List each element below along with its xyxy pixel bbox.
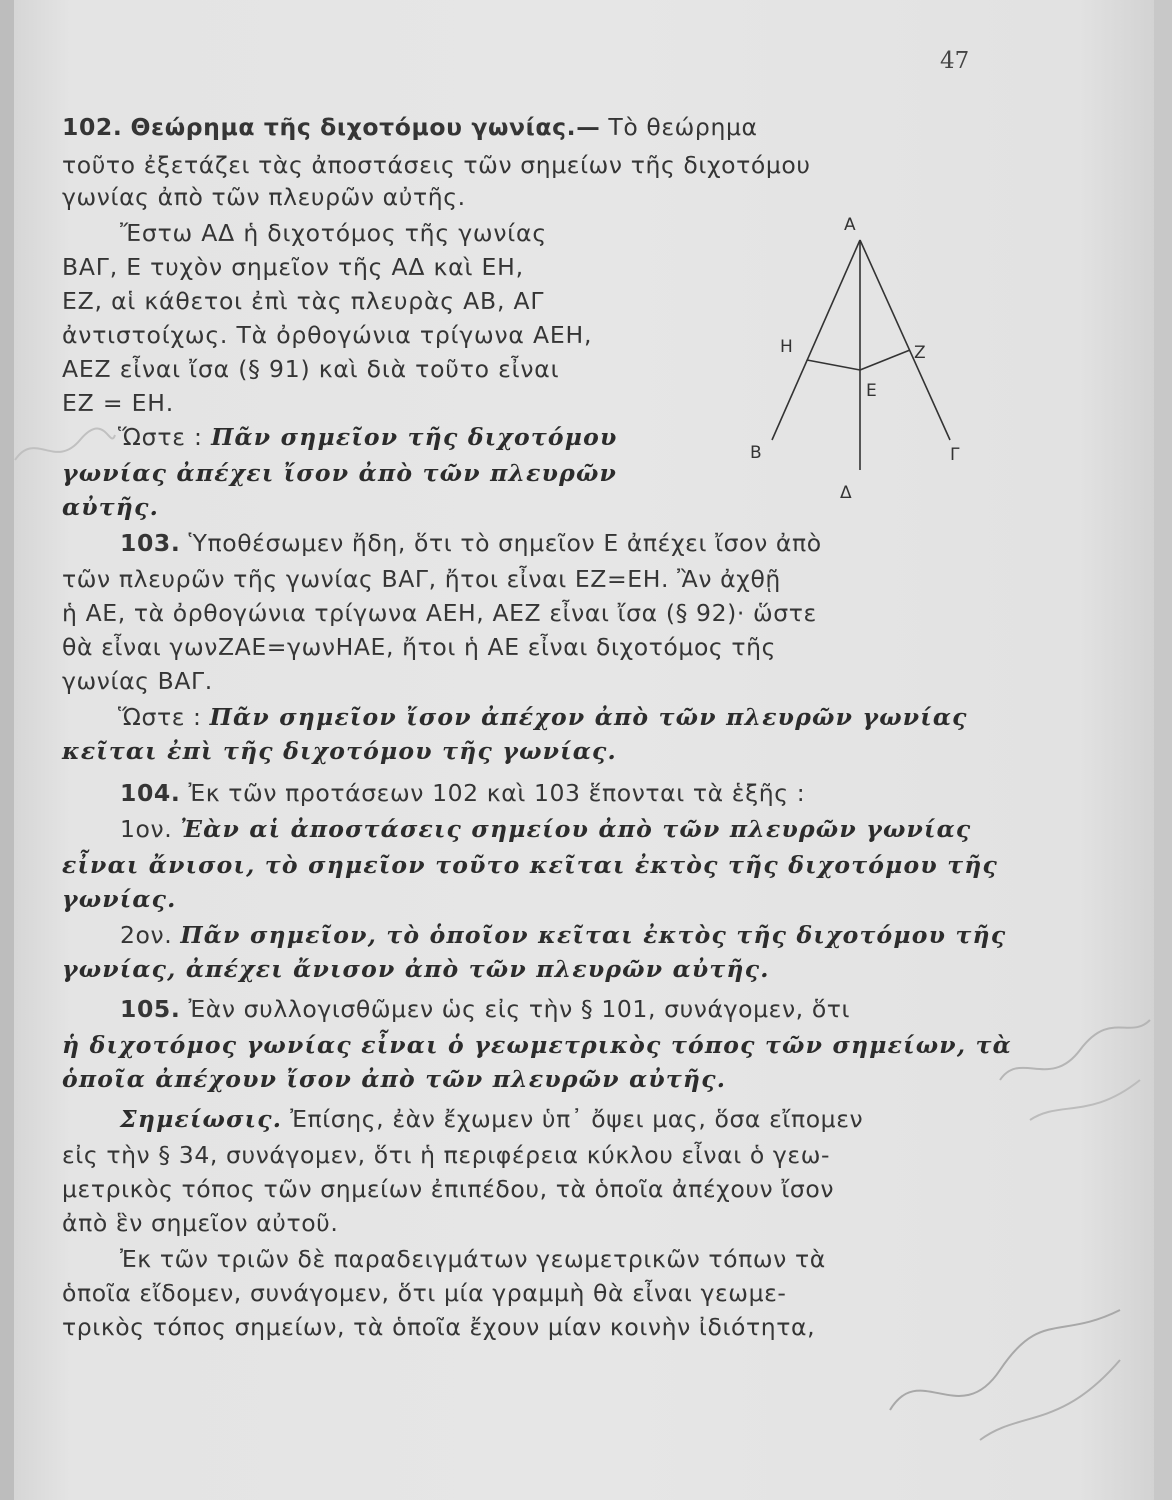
note-line-3: μετρικὸς τόπος τῶν σημείων ἐπιπέδου, τὰ ὁποῖα ἀπέχουν ἴσον	[62, 1175, 835, 1203]
s104-corollary-1-line-2: εἶναι ἄνισοι, τὸ σημεῖον τοῦτο κεῖται ἐκτὸς τῆς διχοτόμου τῆς	[62, 851, 999, 879]
s104-corollary-2-line-2: γωνίας, ἀπέχει ἄνισον ἀπὸ τῶν πλευρῶν αὐτῆς.	[62, 955, 770, 983]
pencil-scribble-left	[10, 420, 120, 480]
note-line-4: ἀπὸ ἓν σημεῖον αὐτοῦ.	[62, 1209, 339, 1237]
s103-line-1	[120, 528, 822, 558]
s102-line-12: αὐτῆς.	[62, 493, 159, 521]
pencil-scribble-bottom	[880, 1300, 1140, 1450]
s104-line-1	[120, 778, 805, 808]
label-g: Γ	[950, 445, 960, 465]
note-line-1	[120, 1104, 863, 1134]
s105-number: 105.	[120, 995, 181, 1023]
s103-line-5: γωνίας ΒΑΓ.	[62, 667, 213, 695]
corollary-1-text: Ἐὰν αἱ ἀποστάσεις σημείου ἀπὸ τῶν πλευρῶν γωνίας	[180, 815, 972, 843]
label-d: Δ	[840, 483, 852, 503]
s103-line-1-text: Ὑποθέσωμεν ἤδη, ὅτι τὸ σημεῖον Ε ἀπέχει ἴσον ἀπὸ	[180, 529, 822, 557]
note-line-5: Ἐκ τῶν τριῶν δὲ παραδειγμάτων γεωμετρικῶν τόπων τὰ	[120, 1245, 826, 1273]
s103-line-6	[118, 702, 968, 732]
s103-number: 103.	[120, 529, 181, 557]
s104-corollary-2-line-1	[120, 920, 1006, 950]
s104-corollary-1-line-3: γωνίας.	[62, 885, 177, 913]
label-a: Α	[844, 215, 856, 235]
s102-line-6: ΕΖ, αἱ κάθετοι ἐπὶ τὰς πλευρὰς ΑΒ, ΑΓ	[62, 287, 545, 315]
s105-line-2: ἡ διχοτόμος γωνίας εἶναι ὁ γεωμετρικὸς τόπος τῶν σημείων, τὰ	[62, 1031, 1012, 1059]
perpendicular-ez	[860, 350, 910, 370]
pencil-scribble-right	[990, 1010, 1160, 1130]
s104-number: 104.	[120, 779, 181, 807]
s102-line-3: γωνίας ἀπὸ τῶν πλευρῶν αὐτῆς.	[62, 183, 466, 211]
s105-line-1	[120, 994, 850, 1024]
corollary-1-label: 1ον.	[120, 815, 173, 843]
s104-line-1-text: Ἐκ τῶν προτάσεων 102 καὶ 103 ἕπονται τὰ ἑξῆς :	[180, 779, 806, 807]
note-label: Σημείωσις.	[120, 1105, 283, 1133]
s102-line-5: ΒΑΓ, Ε τυχὸν σημεῖον τῆς ΑΔ καὶ ΕΗ,	[62, 253, 524, 281]
label-b: Β	[750, 443, 762, 463]
note-line-1-text: Ἐπίσης, ἐὰν ἔχωμεν ὑπ᾽ ὄψει μας, ὅσα εἴπομεν	[282, 1105, 864, 1133]
corollary-2-text: Πᾶν σημεῖον, τὸ ὁποῖον κεῖται ἐκτὸς τῆς διχοτόμου τῆς	[180, 921, 1007, 949]
s102-title: Θεώρημα τῆς διχοτόμου γωνίας.—	[130, 113, 601, 141]
s103-hence: Ὥστε :	[118, 703, 202, 731]
page-left-edge	[0, 0, 14, 1500]
s102-line-1	[62, 112, 758, 142]
s103-conclusion: Πᾶν σημεῖον ἴσον ἀπέχον ἀπὸ τῶν πλευρῶν γωνίας	[209, 703, 968, 731]
s105-line-1-text: Ἐὰν συλλογισθῶμεν ὡς εἰς τὴν § 101, συνάγομεν, ὅτι	[180, 995, 851, 1023]
s102-line-9: ΕΖ = ΕΗ.	[62, 389, 174, 417]
side-ag	[860, 240, 950, 440]
s102-line-11: γωνίας ἀπέχει ἴσον ἀπὸ τῶν πλευρῶν	[62, 459, 618, 487]
s102-line-2: τοῦτο ἐξετάζει τὰς ἀποστάσεις τῶν σημείων τῆς διχοτόμου	[62, 151, 811, 179]
s103-line-4: θὰ εἶναι γωνΖΑΕ=γωνΗΑΕ, ἤτοι ἡ ΑΕ εἶναι διχοτόμος τῆς	[62, 633, 777, 661]
s103-line-2: τῶν πλευρῶν τῆς γωνίας ΒΑΓ, ἤτοι εἶναι ΕΖ=ΕΗ. Ἂν ἀχθῇ	[62, 565, 781, 593]
s102-number: 102.	[62, 113, 123, 141]
s102-line-10	[118, 422, 618, 452]
s102-line-7: ἀντιστοίχως. Τὰ ὀρθογώνια τρίγωνα ΑΕΗ,	[62, 321, 593, 349]
label-e: Ε	[866, 381, 877, 401]
corollary-2-label: 2ον.	[120, 921, 173, 949]
s104-corollary-1-line-1	[120, 814, 971, 844]
s102-line-4: Ἔστω ΑΔ ἡ διχοτόμος τῆς γωνίας	[120, 219, 547, 247]
page-number: 47	[940, 48, 970, 74]
label-h: Η	[780, 337, 793, 357]
perpendicular-eh	[807, 360, 860, 370]
bisector-figure	[740, 210, 980, 510]
s102-line-1-text: Τὸ θεώρημα	[600, 113, 758, 141]
s105-line-3: ὁποῖα ἀπέχουν ἴσον ἀπὸ τῶν πλευρῶν αὐτῆς.	[62, 1065, 727, 1093]
note-line-7: τρικὸς τόπος σημείων, τὰ ὁποῖα ἔχουν μίαν κοινὴν ἰδιότητα,	[62, 1313, 816, 1341]
s103-line-3: ἡ ΑΕ, τὰ ὀρθογώνια τρίγωνα ΑΕΗ, ΑΕΖ εἶναι ἴσα (§ 92)· ὥστε	[62, 599, 817, 627]
s102-conclusion-1: Πᾶν σημεῖον τῆς διχοτόμου	[211, 423, 618, 451]
s102-hence: Ὥστε :	[118, 423, 203, 451]
label-z: Ζ	[914, 343, 926, 363]
s103-line-7: κεῖται ἐπὶ τῆς διχοτόμου τῆς γωνίας.	[62, 737, 617, 765]
page-right-edge	[1154, 0, 1172, 1500]
s102-line-8: ΑΕΖ εἶναι ἴσα (§ 91) καὶ διὰ τοῦτο εἶναι	[62, 355, 560, 383]
note-line-2: εἰς τὴν § 34, συνάγομεν, ὅτι ἡ περιφέρεια κύκλου εἶναι ὁ γεω-	[62, 1141, 831, 1169]
note-line-6: ὁποῖα εἴδομεν, συνάγομεν, ὅτι μία γραμμὴ θὰ εἶναι γεωμε-	[62, 1279, 787, 1307]
